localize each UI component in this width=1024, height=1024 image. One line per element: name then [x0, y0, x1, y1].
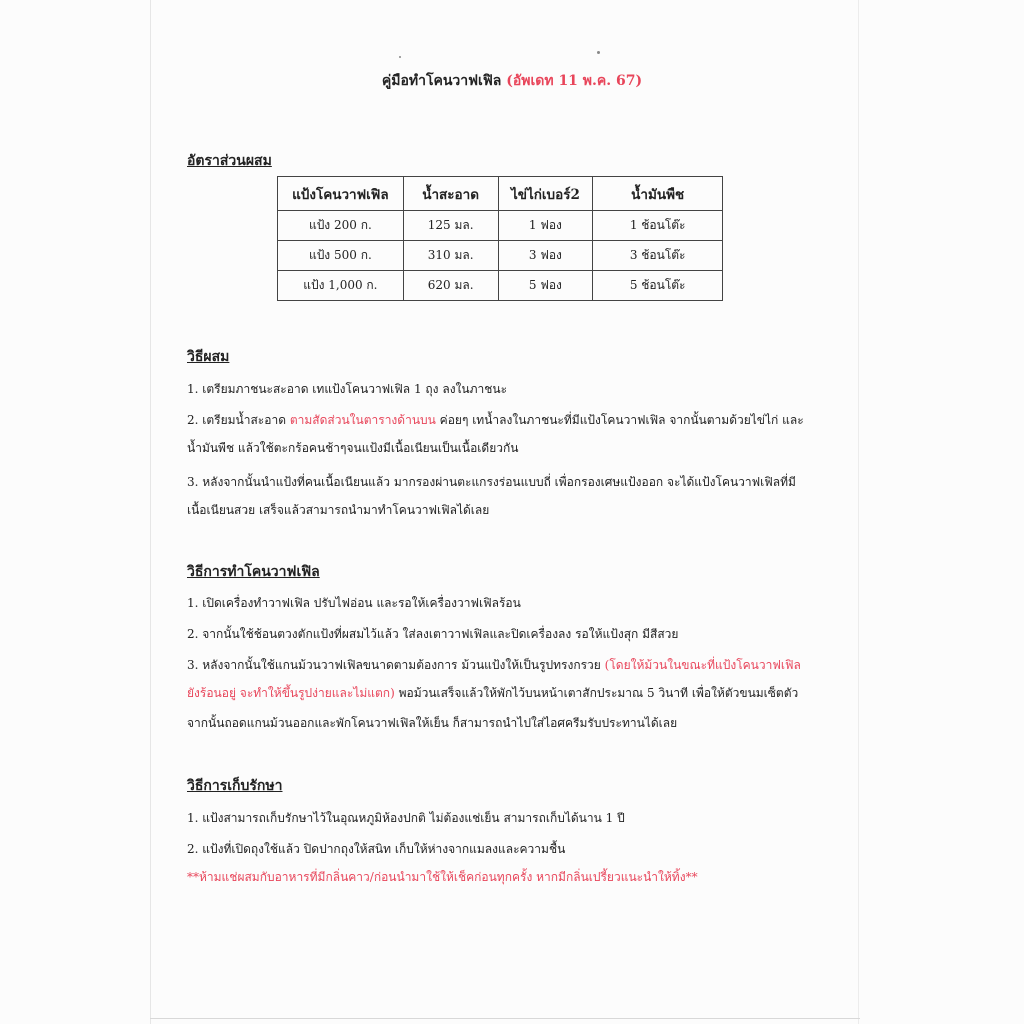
table-header-row [278, 177, 723, 211]
scan-edge-bottom [150, 1018, 860, 1019]
mix-step-3: 3. หลังจากนั้นนำแป้งที่คนเนื้อเนียนแล้ว มากรองผ่านตะแกรงร่อนแบบถี่ เพื่อกรองเศษแป้งออก จะได้แป้งโคนวาฟเฟิลที่มี [187, 475, 796, 489]
document-title [0, 70, 1024, 92]
col-header-water: น้ำสะอาด [403, 177, 498, 211]
store-step-1: 1. แป้งสามารถเก็บรักษาไว้ในอุณหภูมิห้องปกติ ไม่ต้องแช่เย็น สามารถเก็บได้นาน 1 ปี [187, 811, 625, 825]
table-row [278, 211, 723, 241]
mix-step-2-cont: น้ำมันพืช แล้วใช้ตะกร้อคนช้าๆจนแป้งมีเนื้อเนียนเป็นเนื้อเดียวกัน [187, 441, 519, 455]
mix-step-2-rest: ค่อยๆ เทน้ำลงในภาชนะที่มีแป้งโคนวาฟเฟิล จากนั้นตามด้วยไข่ไก่ และ [439, 413, 804, 427]
scan-edge-right [858, 0, 859, 1024]
make-heading: วิธีการทำโคนวาฟเฟิล [187, 564, 320, 580]
store-step-2: 2. แป้งที่เปิดถุงใช้แล้ว ปิดปากถุงให้สนิท เก็บให้ห่างจากแมลงและความชื้น [187, 842, 566, 856]
table-cell: แป้ง 500 ก. [278, 241, 404, 271]
col-header-oil: น้ำมันพืช [593, 177, 723, 211]
make-step-3-start: 3. หลังจากนั้นใช้แกนม้วนวาฟเฟิลขนาดตามต้องการ ม้วนแป้งให้เป็นรูปทรงกรวย [187, 658, 601, 672]
table-cell: แป้ง 200 ก. [278, 211, 404, 241]
make-step-3 [187, 656, 801, 675]
title-main: คู่มือทำโคนวาฟเฟิล [381, 73, 502, 89]
table-cell: 3 ช้อนโต๊ะ [593, 241, 723, 271]
table-row [278, 271, 723, 301]
table-cell: 1 ฟอง [498, 211, 593, 241]
ratio-table [277, 176, 723, 301]
mix-heading: วิธีผสม [187, 349, 230, 365]
mix-step-2 [187, 411, 804, 430]
make-step-1: 1. เปิดเครื่องทำวาฟเฟิล ปรับไฟอ่อน และรอให้เครื่องวาฟเฟิลร้อน [187, 596, 521, 610]
scan-edge-left [150, 0, 151, 1024]
make-step-3-note: (โดยให้ม้วนในขณะที่แป้งโคนวาฟเฟิล [604, 658, 801, 672]
table-row [278, 241, 723, 271]
make-step-3-cont [187, 684, 798, 703]
col-header-flour: แป้งโคนวาฟเฟิล [278, 177, 404, 211]
mix-step-2-start: 2. เตรียมน้ำสะอาด [187, 413, 286, 427]
scan-speck [597, 51, 600, 54]
make-step-3-note-cont: ยังร้อนอยู่ จะทำให้ขึ้นรูปง่ายและไม่แตก) [187, 686, 395, 700]
store-warning: **ห้ามแช่ผสมกับอาหารที่มีกลิ่นคาว/ก่อนนำมาใช้ให้เช็คก่อนทุกครั้ง หากมีกลิ่นเปรี้ยวแนะนำให้ทิ้ง** [187, 870, 698, 884]
title-update: (อัพเดท 11 พ.ค. 67) [506, 73, 643, 89]
mix-step-3-cont: เนื้อเนียนสวย เสร็จแล้วสามารถนำมาทำโคนวาฟเฟิลได้เลย [187, 503, 490, 517]
table-cell: 310 มล. [403, 241, 498, 271]
make-step-2: 2. จากนั้นใช้ช้อนตวงตักแป้งที่ผสมไว้แล้ว ใส่ลงเตาวาฟเฟิลและปิดเครื่องลง รอให้แป้งสุก มีสีสวย [187, 627, 679, 641]
mix-step-2-highlight: ตามสัดส่วนในตารางด้านบน [289, 413, 436, 427]
make-step-3-end: จากนั้นถอดแกนม้วนออกและพักโคนวาฟเฟิลให้เย็น ก็สามารถนำไปใส่ไอศครีมรับประทานได้เลย [187, 716, 678, 730]
table-cell: แป้ง 1,000 ก. [278, 271, 404, 301]
table-cell: 1 ช้อนโต๊ะ [593, 211, 723, 241]
mix-step-1: 1. เตรียมภาชนะสะอาด เทแป้งโคนวาฟเฟิล 1 ถุง ลงในภาชนะ [187, 382, 508, 396]
ratio-heading: อัตราส่วนผสม [187, 153, 272, 169]
scan-speck [399, 56, 401, 58]
store-heading: วิธีการเก็บรักษา [187, 778, 283, 794]
table-cell: 620 มล. [403, 271, 498, 301]
col-header-egg: ไข่ไก่เบอร์2 [498, 177, 593, 211]
table-cell: 5 ช้อนโต๊ะ [593, 271, 723, 301]
table-cell: 125 มล. [403, 211, 498, 241]
make-step-3-rest: พอม้วนเสร็จแล้วให้พักไว้บนหน้าเตาสักประมาณ 5 วินาที เพื่อให้ตัวขนมเซ็ตตัว [398, 686, 799, 700]
table-cell: 3 ฟอง [498, 241, 593, 271]
table-cell: 5 ฟอง [498, 271, 593, 301]
